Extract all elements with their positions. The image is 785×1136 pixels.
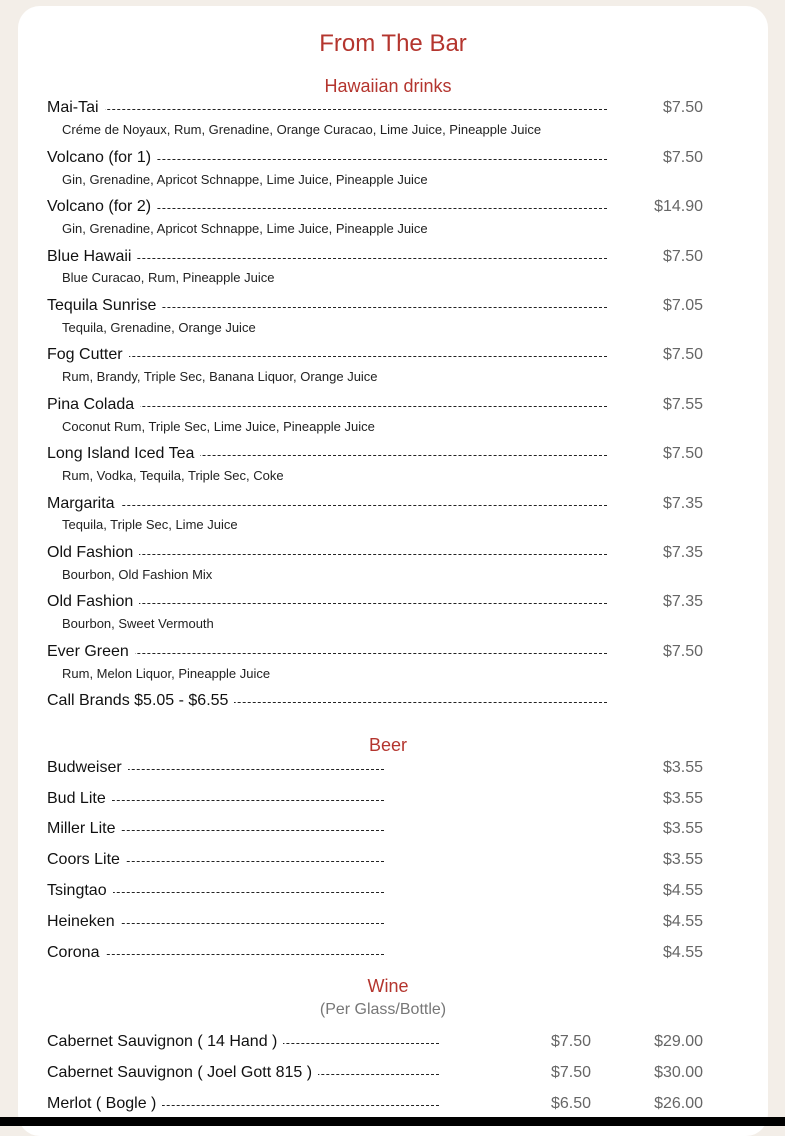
item-name: Margarita xyxy=(47,493,121,515)
item-name: Volcano (for 2) xyxy=(47,196,157,218)
item-description: Bourbon, Old Fashion Mix xyxy=(62,567,213,582)
item-description: Rum, Vodka, Tequila, Triple Sec, Coke xyxy=(62,468,284,483)
menu-item xyxy=(47,147,607,169)
item-description: Coconut Rum, Triple Sec, Lime Juice, Pineapple Juice xyxy=(62,419,375,434)
item-name: Bud Lite xyxy=(47,788,112,810)
item-price: $7.55 xyxy=(662,396,703,413)
item-price: $7.50 xyxy=(662,99,703,116)
item-description: Rum, Brandy, Triple Sec, Banana Liquor, Orange Juice xyxy=(62,369,378,384)
call-brands-row xyxy=(47,690,607,712)
menu-item xyxy=(47,1093,439,1115)
glass-price: $6.50 xyxy=(550,1095,591,1112)
menu-item xyxy=(47,1031,439,1053)
menu-item xyxy=(47,591,607,613)
menu-item xyxy=(47,818,384,840)
item-name: Ever Green xyxy=(47,641,135,663)
item-description: Tequila, Triple Sec, Lime Juice xyxy=(62,517,238,532)
bottle-price: $26.00 xyxy=(654,1095,703,1112)
call-brands-label: Call Brands $5.05 - $6.55 xyxy=(47,690,234,712)
item-price: $7.50 xyxy=(662,346,703,363)
item-name: Merlot ( Bogle ) xyxy=(47,1093,162,1115)
item-name: Pina Colada xyxy=(47,394,140,416)
glass-price: $7.50 xyxy=(550,1033,591,1050)
section-subtitle-wine: (Per Glass/Bottle) xyxy=(319,1001,447,1018)
menu-item xyxy=(47,1062,439,1084)
item-name: Miller Lite xyxy=(47,818,121,840)
item-name: Tequila Sunrise xyxy=(47,295,162,317)
item-price: $7.35 xyxy=(662,544,703,561)
item-price: $14.90 xyxy=(654,198,703,215)
item-name: Old Fashion xyxy=(47,542,139,564)
item-price: $7.50 xyxy=(662,149,703,166)
item-name: Volcano (for 1) xyxy=(47,147,157,169)
menu-item xyxy=(47,394,607,416)
item-price: $4.55 xyxy=(662,944,703,961)
section-title-wine: Wine xyxy=(367,976,409,996)
item-price: $3.55 xyxy=(662,790,703,807)
page-title: From The Bar xyxy=(319,30,467,57)
item-description: Gin, Grenadine, Apricot Schnappe, Lime Juice, Pineapple Juice xyxy=(62,221,428,236)
item-description: Rum, Melon Liquor, Pineapple Juice xyxy=(62,666,271,681)
item-name: Corona xyxy=(47,942,105,964)
item-description: Blue Curacao, Rum, Pineapple Juice xyxy=(62,270,275,285)
item-description: Créme de Noyaux, Rum, Grenadine, Orange Curacao, Lime Juice, Pineapple Juice xyxy=(62,122,542,137)
menu-item xyxy=(47,911,384,933)
item-price: $3.55 xyxy=(662,820,703,837)
item-price: $3.55 xyxy=(662,759,703,776)
menu-item xyxy=(47,246,607,268)
item-price: $7.35 xyxy=(662,495,703,512)
menu-item xyxy=(47,196,607,218)
glass-price: $7.50 xyxy=(550,1064,591,1081)
item-name: Old Fashion xyxy=(47,591,139,613)
section-title-hawaiian: Hawaiian drinks xyxy=(324,76,452,96)
menu-item xyxy=(47,641,607,663)
item-name: Fog Cutter xyxy=(47,344,129,366)
menu-item xyxy=(47,880,384,902)
item-name: Mai-Tai xyxy=(47,97,105,119)
item-price: $3.55 xyxy=(662,851,703,868)
menu-item xyxy=(47,97,607,119)
item-price: $4.55 xyxy=(662,913,703,930)
section-title-beer: Beer xyxy=(368,735,408,755)
menu-item xyxy=(47,493,607,515)
item-name: Heineken xyxy=(47,911,121,933)
item-name: Coors Lite xyxy=(47,849,126,871)
item-description: Gin, Grenadine, Apricot Schnappe, Lime Juice, Pineapple Juice xyxy=(62,172,428,187)
item-name: Tsingtao xyxy=(47,880,113,902)
menu-item xyxy=(47,757,384,779)
item-price: $7.50 xyxy=(662,445,703,462)
item-description: Tequila, Grenadine, Orange Juice xyxy=(62,320,256,335)
menu-card xyxy=(18,6,768,1136)
menu-item xyxy=(47,788,384,810)
item-price: $7.50 xyxy=(662,643,703,660)
menu-item xyxy=(47,443,607,465)
bottle-price: $29.00 xyxy=(654,1033,703,1050)
item-price: $4.55 xyxy=(662,882,703,899)
item-name: Cabernet Sauvignon ( 14 Hand ) xyxy=(47,1031,283,1053)
menu-item xyxy=(47,344,607,366)
item-price: $7.50 xyxy=(662,248,703,265)
item-name: Budweiser xyxy=(47,757,128,779)
item-price: $7.05 xyxy=(662,297,703,314)
item-price: $7.35 xyxy=(662,593,703,610)
item-name: Cabernet Sauvignon ( Joel Gott 815 ) xyxy=(47,1062,318,1084)
bottle-price: $30.00 xyxy=(654,1064,703,1081)
menu-item xyxy=(47,942,384,964)
menu-item xyxy=(47,295,607,317)
item-name: Long Island Iced Tea xyxy=(47,443,200,465)
item-name: Blue Hawaii xyxy=(47,246,137,268)
screen-bottom-edge xyxy=(0,1117,785,1126)
item-description: Bourbon, Sweet Vermouth xyxy=(62,616,214,631)
menu-item xyxy=(47,542,607,564)
menu-item xyxy=(47,849,384,871)
